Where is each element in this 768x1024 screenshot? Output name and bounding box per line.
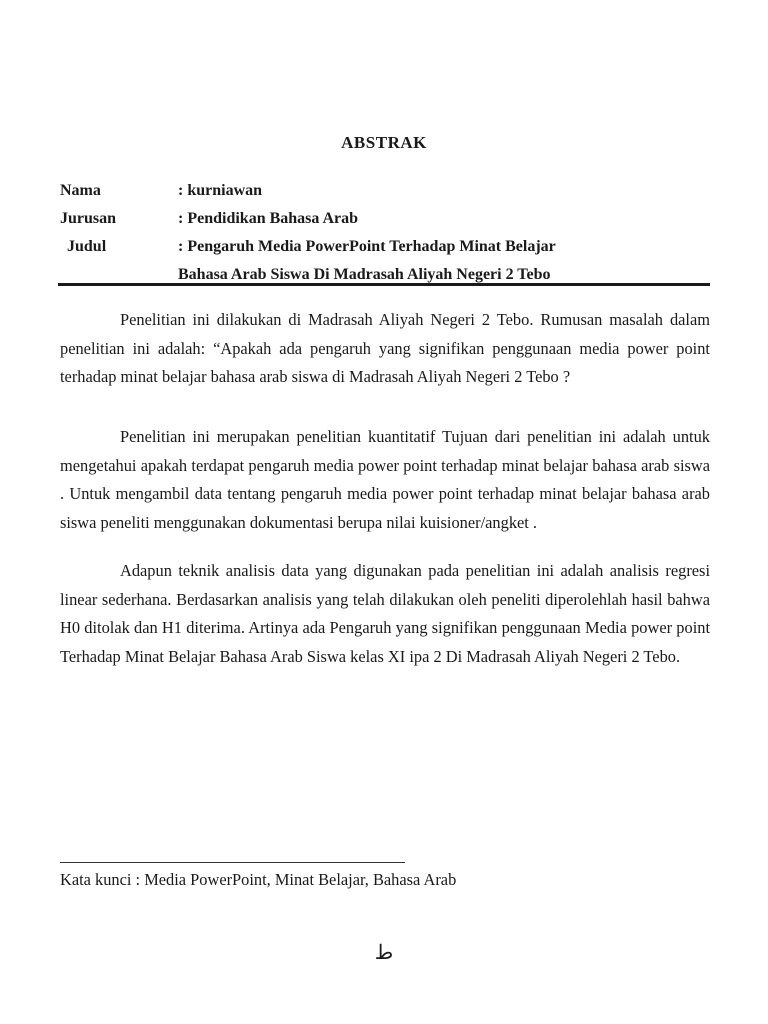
- abstract-title: ABSTRAK: [341, 133, 427, 152]
- judul-label: Judul: [67, 238, 107, 255]
- abstract-paragraph-2: Penelitian ini merupakan penelitian kuantitatif Tujuan dari penelitian ini adalah untuk mengetahui apakah terdapat pengaruh media power point terhadap minat belajar bahasa arab siswa . Untuk mengambil data tentang pengaruh media power point terhadap minat belajar bahasa arab siswa peneliti menggunakan dokumentasi berupa nilai kuisioner/angket .: [60, 427, 710, 532]
- page-number: ط: [374, 942, 394, 964]
- keywords-line: Kata kunci : Media PowerPoint, Minat Belajar, Bahasa Arab: [60, 870, 457, 889]
- nama-label: Nama: [60, 182, 101, 199]
- jurusan-value: : Pendidikan Bahasa Arab: [178, 210, 359, 227]
- header-divider: [58, 283, 710, 286]
- abstract-paragraph-3: Adapun teknik analisis data yang digunakan pada penelitian ini adalah analisis regresi linear sederhana. Berdasarkan analisis yang telah dilakukan oleh peneliti diperolehlah hasil bahwa H0 ditolak dan H1 diterima. Artinya ada Pengaruh yang signifikan penggunaan Media power point Terhadap Minat Belajar Bahasa Arab Siswa kelas XI ipa 2 Di Madrasah Aliyah Negeri 2 Tebo.: [60, 561, 710, 666]
- judul-value-line1: : Pengaruh Media PowerPoint Terhadap Minat Belajar: [178, 238, 556, 255]
- judul-value-line2: Bahasa Arab Siswa Di Madrasah Aliyah Negeri 2 Tebo: [178, 266, 551, 283]
- jurusan-label: Jurusan: [60, 210, 117, 227]
- nama-value: : kurniawan: [178, 182, 263, 199]
- abstract-paragraph-1: Penelitian ini dilakukan di Madrasah Aliyah Negeri 2 Tebo. Rumusan masalah dalam penelitian ini adalah: “Apakah ada pengaruh yang signifikan penggunaan media power point terhadap minat belajar bahasa arab siswa di Madrasah Aliyah Negeri 2 Tebo ?: [60, 310, 710, 387]
- keywords-divider: [60, 862, 405, 863]
